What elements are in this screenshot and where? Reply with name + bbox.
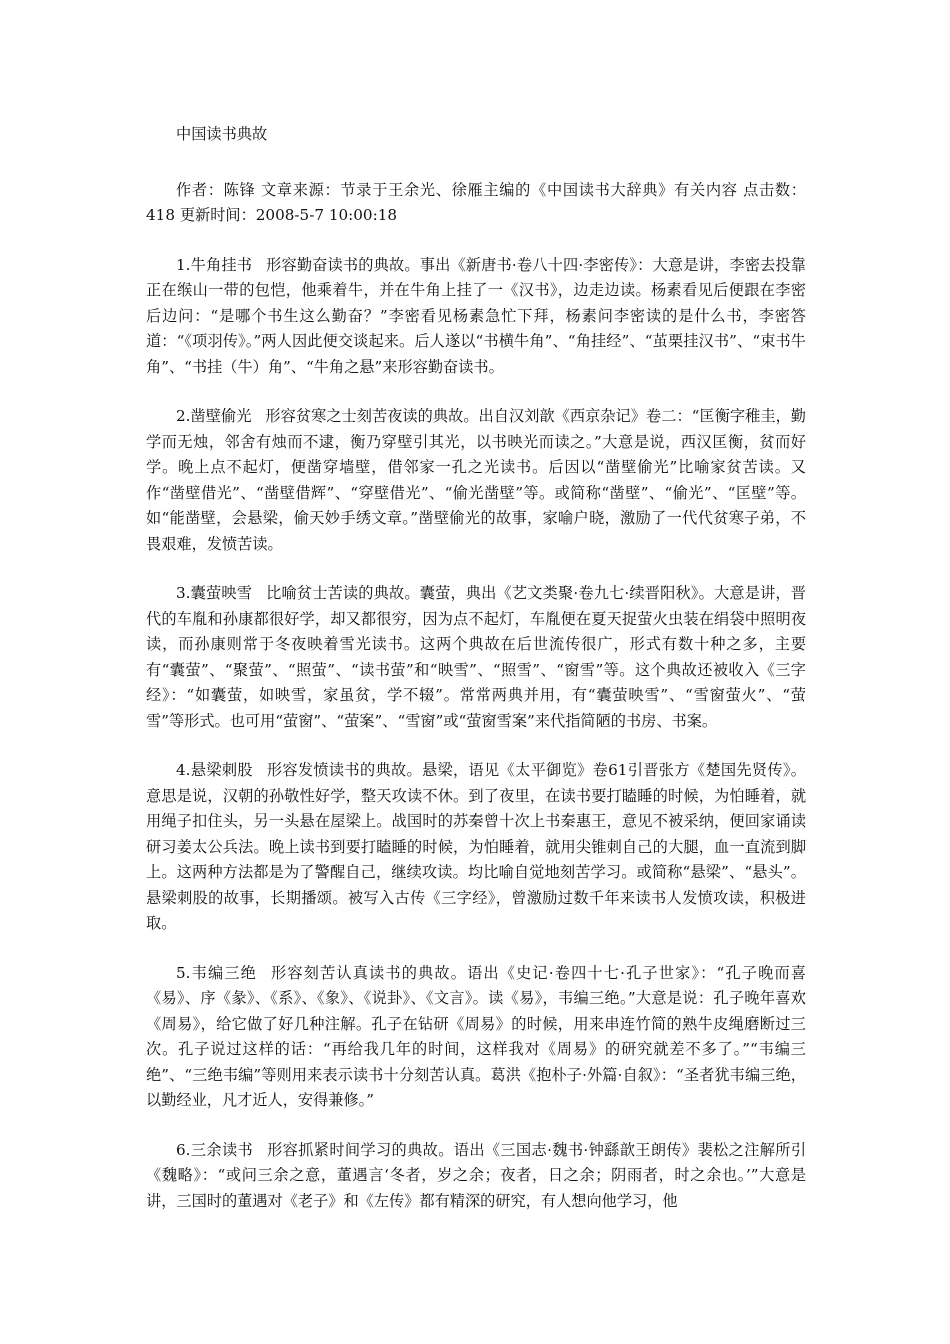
entry-heading: 5.韦编三绝 <box>176 963 257 982</box>
entry-heading: 1.牛角挂书 <box>176 255 253 274</box>
entry-3 <box>146 581 806 734</box>
entry-heading: 4.悬梁刺股 <box>176 761 253 779</box>
document-title: 中国读书典故 <box>176 125 268 143</box>
document-page <box>146 122 806 1214</box>
entry-body: 形容勤奋读书的典故。事出《新唐书·卷八十四·李密传》：大意是讲，李密去投靠正在缑山一带的包恺，他乘着牛，并在牛角上挂了一《汉书》，边走边读。杨素看见后便跟在李密后边问：“是哪个书生这么勤奋？”李密看见杨素急忙下拜，杨素问李密读的是什么书，李密答道：“《项羽传》。”两人因此便交谈起来。后人遂以“书横牛角”、“角挂经”、“茧栗挂汉书”、“束书牛角”、“书挂（牛）角”、“牛角之悬”来形容勤奋读书。 <box>146 255 806 376</box>
entry-body: 比喻贫士苦读的典故。囊萤，典出《艺文类聚·卷九七·续晋阳秋》。大意是讲，晋代的车胤和孙康都很好学，却又都很穷，因为点不起灯，车胤便在夏天捉萤火虫装在绢袋中照明夜读，而孙康则常于冬夜映着雪光读书。这两个典故在后世流传很广，形式有数十种之多，主要有“囊萤”、“聚萤”、“照萤”、“读书萤”和“映雪”、“照雪”、“窗雪”等。这个典故还被收入《三字经》：“如囊萤，如映雪，家虽贫，学不辍”。常常两典并用，有“囊萤映雪”、“雪窗萤火”、“萤雪”等形式。也可用“萤窗”、“萤案”、“雪窗”或“萤窗雪案”来代指简陋的书房、书案。 <box>146 584 806 730</box>
entry-5 <box>146 961 806 1114</box>
entry-heading: 3.囊萤映雪 <box>176 584 253 602</box>
entry-2 <box>146 404 806 557</box>
entry-4 <box>146 758 806 937</box>
entry-body: 形容抓紧时间学习的典故。语出《三国志·魏书·钟繇歆王朗传》裴松之注解所引《魏略》：“或问三余之意，董遇言‘冬者，岁之余；夜者，日之余；阴雨者，时之余也。’”大意是讲，三国时的董遇对《老子》和《左传》都有精深的研究，有人想向他学习，他 <box>146 1140 807 1210</box>
entry-body: 形容贫寒之士刻苦夜读的典故。出自汉刘歆《西京杂记》卷二：“匡衡字稚圭，勤学而无烛，邻舍有烛而不逮，衡乃穿壁引其光，以书映光而读之。”大意是说，西汉匡衡，贫而好学。晚上点不起灯，便凿穿墙壁，借邻家一孔之光读书。后因以“凿壁偷光”比喻家贫苦读。又作“凿壁借光”、“凿壁借辉”、“穿壁借光”、“偷光凿壁”等。或简称“凿壁”、“偷光”、“匡壁”等。如“能凿壁，会悬梁，偷天妙手绣文章。”凿壁偷光的故事，家喻户晓，激励了一代代贫寒子弟，不畏艰难，发愤苦读。 <box>146 407 806 553</box>
entry-1 <box>146 253 806 381</box>
entry-body: 形容刻苦认真读书的典故。语出《史记·卷四十七·孔子世家》：“孔子晚而喜《易》、序《彖》、《系》、《象》、《说卦》、《文言》。读《易》，韦编三绝。”大意是说：孔子晚年喜欢《周易》，给它做了好几种注解。孔子在钻研《周易》的时候，用来串连竹简的熟牛皮绳磨断过三次。孔子说过这样的话：“再给我几年的时间，这样我对《周易》的研究就差不多了。”“韦编三绝”、“三绝韦编”等则用来表示读书十分刻苦认真。葛洪《抱朴子·外篇·自叙》：“圣者犹韦编三绝，以勤经业，凡才近人，安得兼修。” <box>146 963 806 1109</box>
article-meta: 作者：陈锋 文章来源：节录于王余光、徐雁主编的《中国读书大辞典》有关内容 点击数：418 更新时间：2008-5-7 10:00:18 <box>146 180 806 224</box>
entry-heading: 6.三余读书 <box>176 1140 254 1159</box>
entry-heading: 2.凿壁偷光 <box>176 407 252 425</box>
entry-body: 形容发愤读书的典故。悬梁，语见《太平御览》卷61引晋张方《楚国先贤传》。意思是说，汉朝的孙敬性好学，整天攻读不休。到了夜里，在读书要打瞌睡的时候，为怕睡着，就用绳子扣住头，另一头悬在屋梁上。战国时的苏秦曾十次上书秦惠王，意见不被采纳，便回家诵读研习姜太公兵法。晚上读书到要打瞌睡的时候，为怕睡着，就用尖锥刺自己的大腿，血一直流到脚上。这两种方法都是为了警醒自己，继续攻读。均比喻自觉地刻苦学习。或简称“悬梁”、“悬头”。悬梁刺股的故事，长期播颂。被写入古传《三字经》，曾激励过数千年来读书人发愤攻读，积极进取。 <box>146 761 806 932</box>
entry-6 <box>146 1138 806 1215</box>
